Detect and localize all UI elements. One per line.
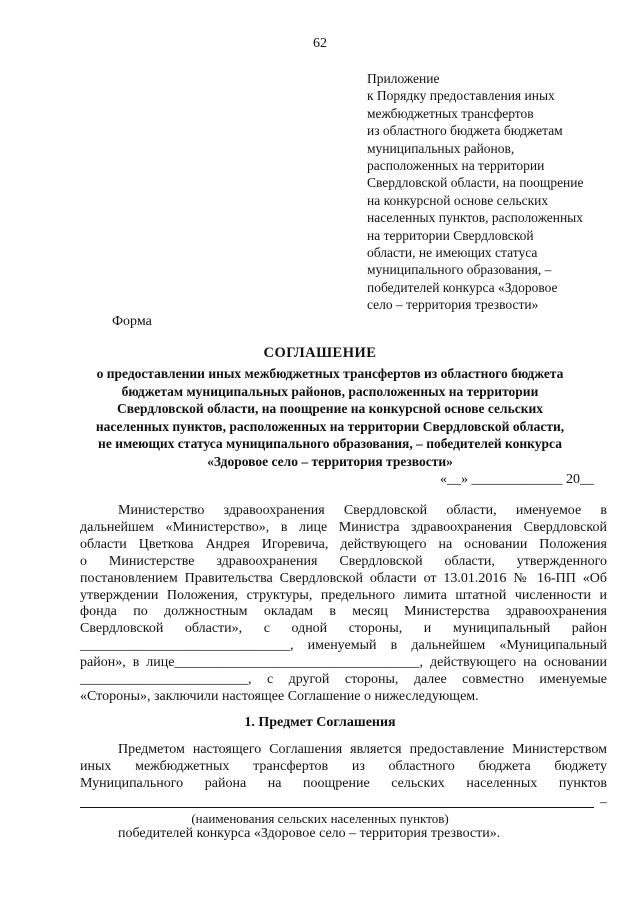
appendix-line: из областного бюджета бюджетам	[367, 123, 563, 139]
subtitle-line: «Здоровое село – территория трезвости»	[207, 453, 453, 469]
appendix-line: области, не имеющих статуса	[367, 245, 538, 261]
appendix-line: к Порядку предоставления иных	[367, 88, 555, 104]
blank-caption: (наименования сельских населенных пунктов)	[191, 811, 449, 826]
page-number: 62	[313, 36, 327, 51]
form-label: Форма	[112, 314, 152, 329]
appendix-line: на территории Свердловской	[367, 227, 534, 243]
appendix-header	[367, 70, 629, 314]
paragraph-line: дальнейшем «Министерство», в лице Министра здравоохранения Свердловской	[80, 519, 607, 535]
paragraph-line: Министерство здравоохранения Свердловской области, именуемое в	[118, 503, 607, 518]
paragraph-line: ______________________________, именуемый в дальнейшем «Муниципальный	[80, 638, 607, 654]
subtitle-line: о предоставлении иных межбюджетных трансфертов из областного бюджета	[96, 366, 564, 381]
appendix-line: муниципального образования, –	[367, 262, 552, 278]
section-title: 1. Предмет Соглашения	[244, 715, 396, 730]
subtitle-line: населенных пунктов, расположенных на территории Свердловской области,	[95, 418, 565, 434]
appendix-line: село – территория трезвости»	[367, 297, 539, 313]
document-title: СОГЛАШЕНИЕ	[263, 345, 377, 361]
fill-in-line	[80, 807, 594, 808]
paragraph-line: Свердловской области», с одной стороны, и муниципальный район	[80, 621, 607, 637]
subject-paragraph	[80, 742, 607, 793]
winners-line: победителей конкурса «Здоровое село – территория трезвости».	[118, 826, 501, 841]
paragraph-line: иных межбюджетных трансфертов из областного бюджета бюджету	[80, 758, 607, 774]
document-subtitle	[70, 365, 590, 471]
paragraph-line: Муниципального района на поощрение сельских населенных пунктов	[80, 775, 607, 791]
paragraph-line: фонда по должностным окладам в месяц Министерства здравоохранения	[80, 604, 607, 620]
paragraph-line: постановлением Правительства Свердловской области от 13.01.2016 № 16-ПП «Об	[80, 570, 607, 586]
paragraph-line: о Министерстве здравоохранения Свердловской области, утвержденного	[80, 553, 607, 569]
appendix-line: межбюджетных трансфертов	[367, 105, 534, 121]
paragraph-line: Предметом настоящего Соглашения является предоставление Министерством	[118, 742, 607, 757]
paragraph-line: район», в лице___________________________________, действующего на основании	[80, 655, 607, 671]
paragraph-line: утверждении Положения, структуры, предельного лимита штатной численности и	[80, 587, 607, 603]
appendix-line: муниципальных районов,	[367, 140, 515, 156]
appendix-line: победителей конкурса «Здоровое	[367, 279, 558, 295]
appendix-line: на конкурсной основе сельских	[367, 192, 549, 208]
appendix-line: Приложение	[367, 71, 440, 86]
parties-paragraph	[80, 503, 607, 706]
date-line: «__» _____________ 20__	[440, 472, 594, 487]
paragraph-line: «Стороны», заключили настоящее Соглашение о нижеследующем.	[80, 688, 479, 704]
subtitle-line: бюджетам муниципальных районов, расположенных на территории	[121, 383, 539, 399]
paragraph-line: области Цветкова Андрея Игоревича, действующего на основании Положения	[80, 536, 607, 552]
subtitle-line: Свердловской области, на поощрение на конкурсной основе сельских	[116, 401, 544, 417]
appendix-line: Свердловской области, на поощрение	[367, 175, 584, 191]
appendix-line: расположенных на территории	[367, 158, 545, 174]
subtitle-line: не имеющих статуса муниципального образования, – победителей конкурса	[98, 436, 562, 452]
appendix-line: населенных пунктов, расположенных	[367, 210, 584, 226]
paragraph-line: ________________________, с другой стороны, далее совместно именуемые	[80, 672, 607, 688]
dash-mark: –	[600, 795, 607, 810]
